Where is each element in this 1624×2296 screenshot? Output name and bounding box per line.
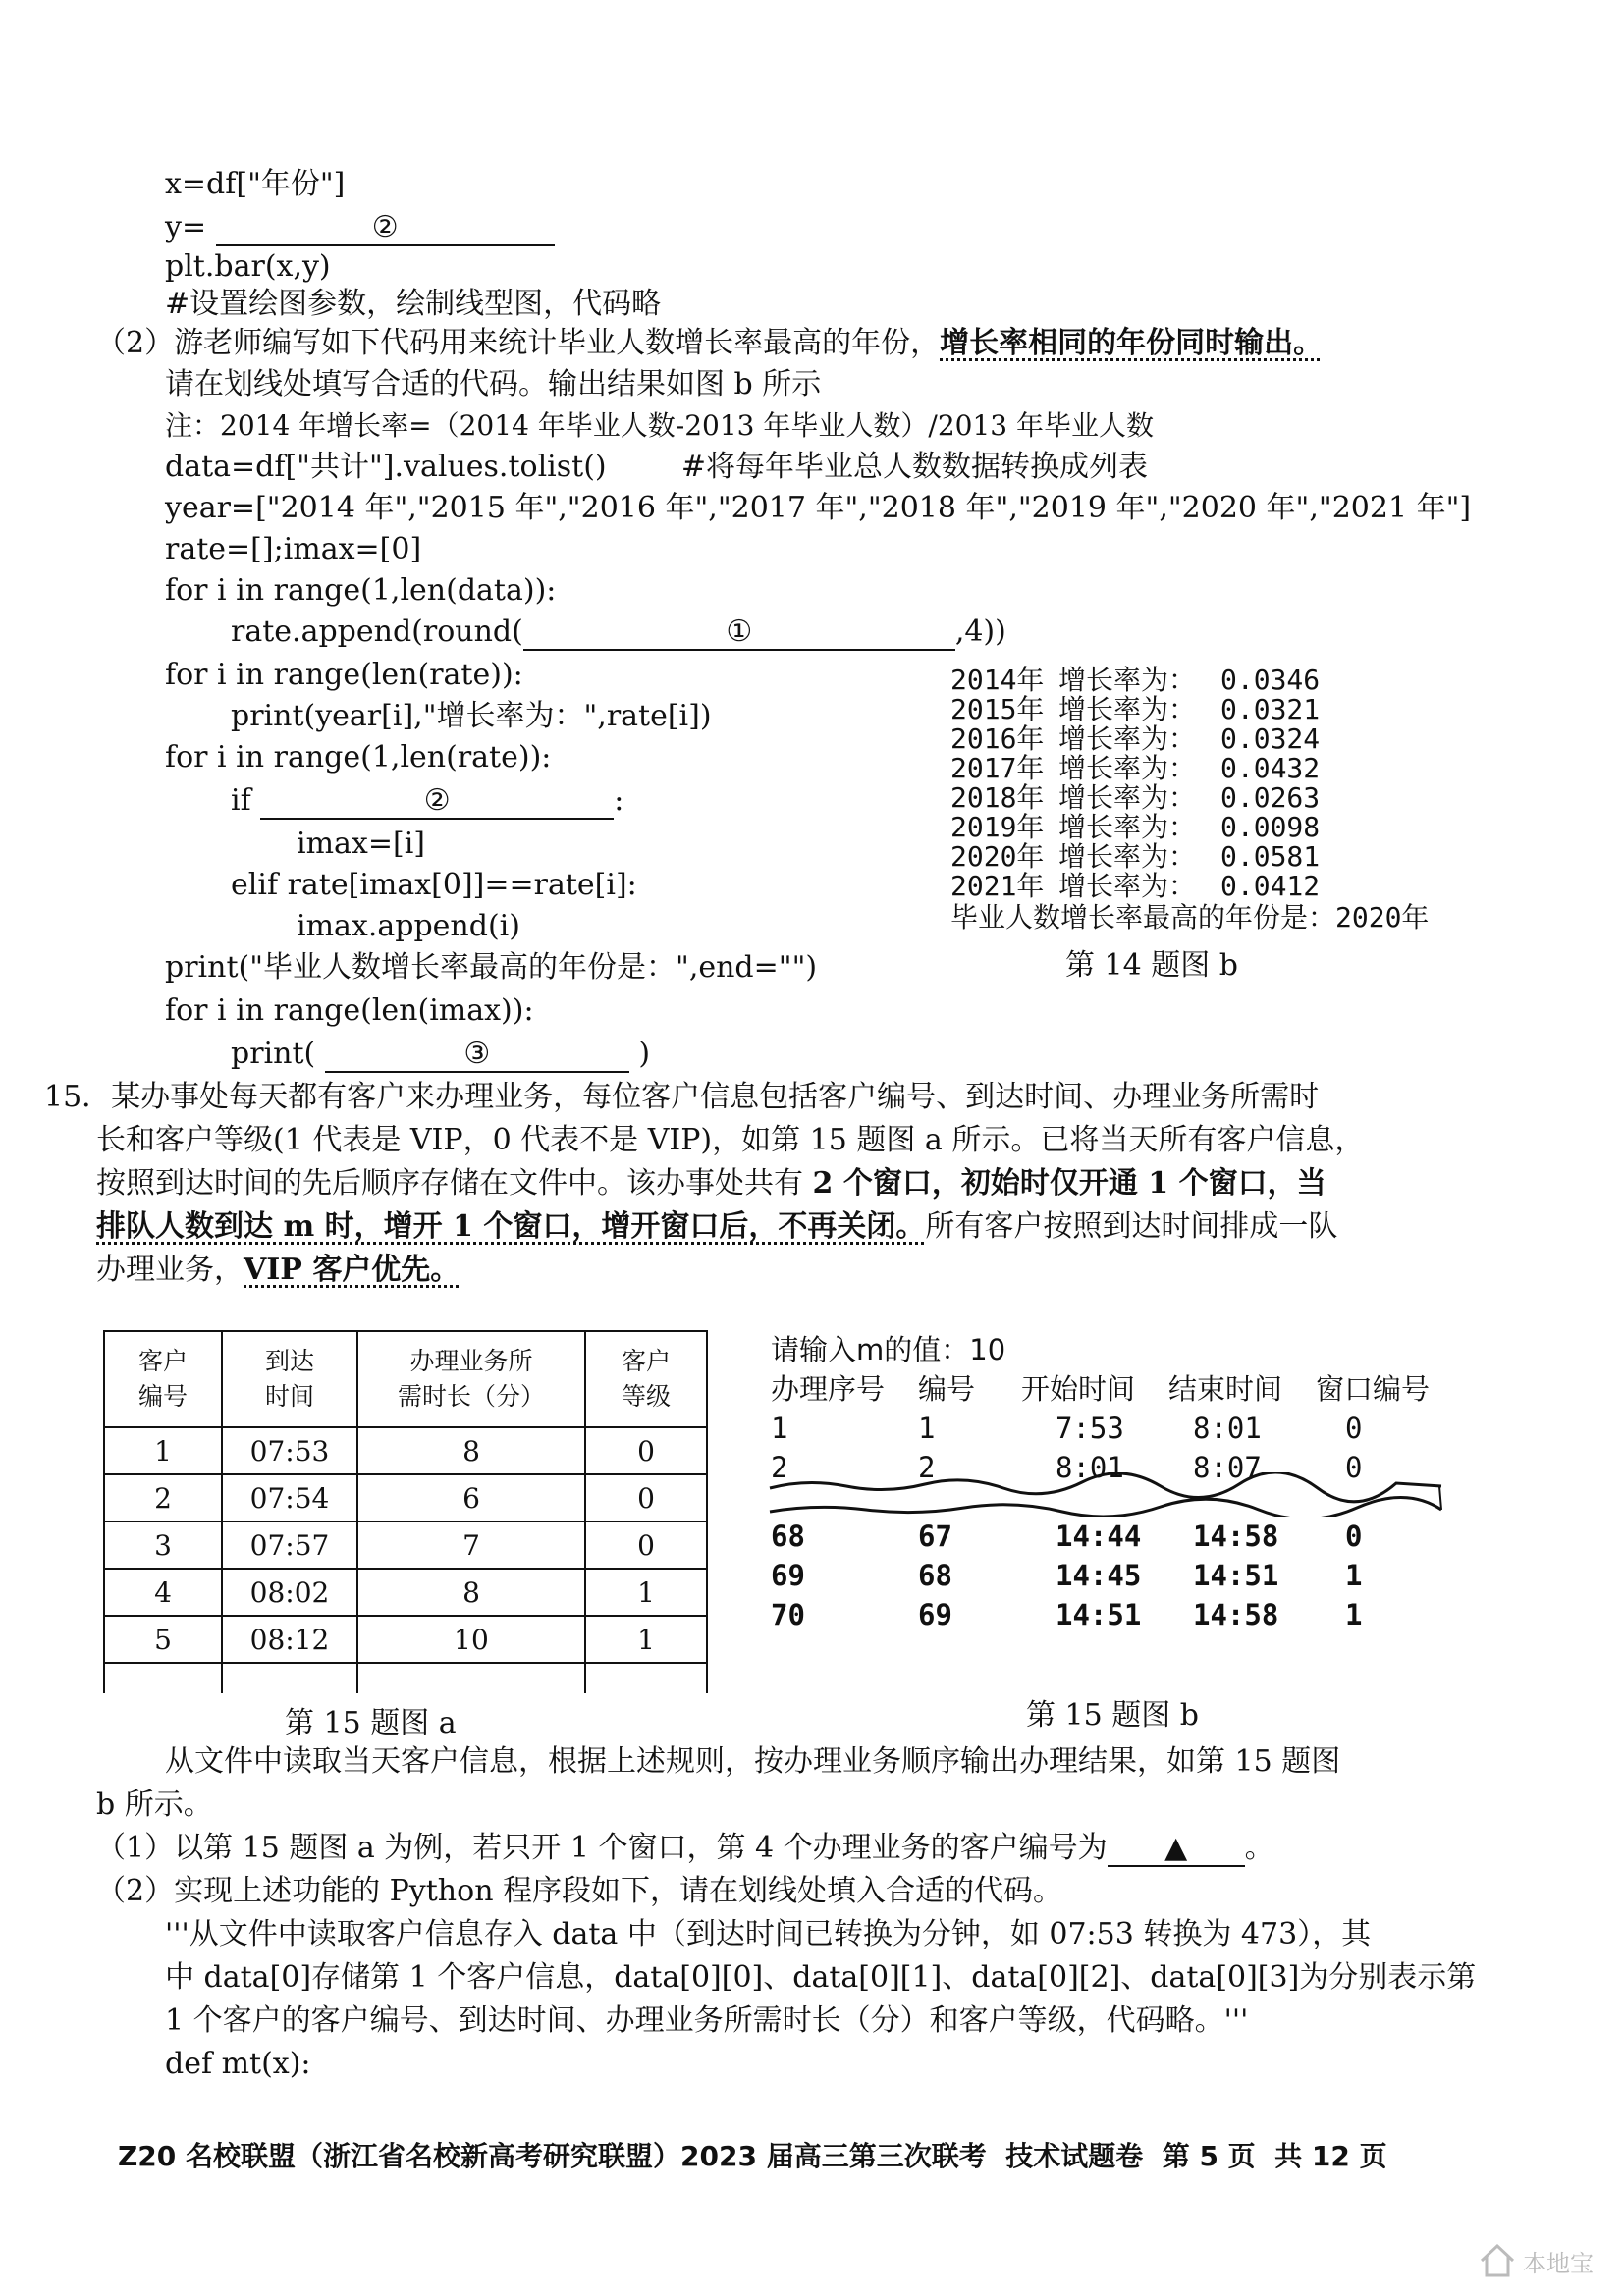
output-b-cell: 14:51	[1056, 1598, 1142, 1631]
code-c6: for i in range(len(rate)):	[165, 658, 523, 692]
code-line-bar: plt.bar(x,y)	[165, 249, 331, 284]
output-year: 2017年	[950, 752, 1045, 784]
table-row	[104, 1474, 707, 1522]
table-cell: 10	[357, 1616, 585, 1663]
code-comment: #设置绘图参数，绘制线型图，代码略	[165, 287, 662, 321]
customer-table	[103, 1330, 708, 1693]
table-body	[104, 1427, 707, 1693]
output-b-prompt: 请输入m的值：10	[771, 1333, 1006, 1366]
code-y-prefix: y=	[165, 210, 207, 244]
output-b-header-cell: 办理序号	[771, 1372, 886, 1406]
output-value: 0.0098	[1220, 811, 1321, 843]
output-b-cell: 1	[771, 1412, 788, 1445]
code-c14: for i in range(len(imax)):	[165, 993, 534, 1028]
output-label: 增长率为：	[1058, 752, 1197, 784]
table-cell	[104, 1663, 222, 1693]
table-cell: 8	[357, 1569, 585, 1616]
table-header-cell	[585, 1331, 707, 1427]
output-b-cell: 14:51	[1193, 1559, 1279, 1592]
output-b-cell: 69	[918, 1598, 952, 1631]
output-year: 2021年	[950, 870, 1045, 902]
output-value: 0.0412	[1220, 870, 1321, 902]
output-result: 毕业人数增长率最高的年份是：2020年	[950, 901, 1430, 934]
output-b-cell: 0	[1345, 1451, 1363, 1484]
table-cell	[585, 1663, 707, 1693]
q15-p5-emphasis: VIP 客户优先。	[244, 1253, 460, 1287]
output-label: 增长率为：	[1058, 840, 1197, 873]
table-header-text: 客户	[621, 1347, 671, 1375]
table-row	[104, 1522, 707, 1569]
output-b-cell: 14:44	[1056, 1520, 1142, 1553]
code-c3: rate=[];imax=[0]	[165, 532, 422, 566]
q15-sub1-text: （1）以第 15 题图 a 为例，若只开 1 个窗口，第 4 个办理业务的客户编号为	[96, 1831, 1108, 1865]
code-c1: data=df["共计"].values.tolist() #将每年毕业总人数数据转换成列表	[165, 450, 1149, 484]
table-row	[104, 1663, 707, 1693]
code-c4: for i in range(1,len(data)):	[165, 573, 557, 608]
table-header-text: 需时长（分）	[397, 1382, 545, 1411]
q15-after1: 从文件中读取当天客户信息，根据上述规则，按办理业务顺序输出办理结果，如第 15 题图	[165, 1744, 1341, 1779]
output-b-header-cell: 编号	[918, 1372, 976, 1406]
code-c15-prefix: print(	[231, 1037, 316, 1071]
output-value: 0.0581	[1220, 840, 1321, 873]
output-value: 0.0321	[1220, 693, 1321, 725]
page-footer: Z20 名校联盟（浙江省名校新高考研究联盟）2023 届高三第三次联考 技术试题卷 第 5 页 共 12 页	[118, 2140, 1387, 2172]
q15-sub2: （2）实现上述功能的 Python 程序段如下，请在划线处填入合适的代码。	[96, 1874, 1063, 1908]
code-c10: imax=[i]	[297, 827, 425, 861]
table-cell: 08:12	[222, 1616, 357, 1663]
output-b-caption: 第 15 题图 b	[1026, 1698, 1199, 1733]
house-icon	[1478, 2241, 1517, 2280]
code-c5	[231, 613, 1006, 652]
table-cell: 0	[585, 1427, 707, 1474]
output-value: 0.0263	[1220, 781, 1321, 814]
table-cell: 2	[104, 1474, 222, 1522]
output-label: 增长率为：	[1058, 811, 1197, 843]
code-c9	[231, 781, 623, 821]
output-b-cell: 1	[1345, 1598, 1363, 1631]
q15-after2: b 所示。	[96, 1788, 213, 1822]
q14-caption: 第 14 题图 b	[1065, 948, 1238, 983]
answer-blank-2[interactable]: ②	[216, 211, 555, 246]
torn-break	[768, 1472, 1445, 1517]
table-cell: 07:53	[222, 1427, 357, 1474]
table-row	[104, 1569, 707, 1616]
table-cell: 07:57	[222, 1522, 357, 1569]
table-a-caption: 第 15 题图 a	[285, 1706, 457, 1740]
code-c12: imax.append(i)	[297, 909, 520, 943]
output-b-cell: 0	[1345, 1412, 1363, 1445]
table-cell: 1	[585, 1569, 707, 1616]
code-line-y	[165, 208, 555, 247]
table-header-cell	[357, 1331, 585, 1427]
code-c7: print(year[i],"增长率为：",rate[i])	[231, 699, 712, 733]
q15-p4-emphasis: 排队人数到达 m 时，增开 1 个窗口，增开窗口后，不再关闭。	[96, 1209, 926, 1244]
table-cell: 3	[104, 1522, 222, 1569]
answer-blank-3[interactable]: ③	[325, 1038, 629, 1073]
code-def-mt: def mt(x):	[165, 2047, 311, 2081]
code-c9-suffix: :	[614, 783, 624, 818]
table-row	[104, 1616, 707, 1663]
output-b-cell: 8:01	[1193, 1412, 1262, 1445]
q14-intro-text: （2）游老师编写如下代码用来统计毕业人数增长率最高的年份，	[96, 326, 941, 360]
q14-intro-emphasis: 增长率相同的年份同时输出。	[940, 326, 1324, 360]
table-header-text: 编号	[137, 1382, 188, 1411]
output-label: 增长率为：	[1058, 722, 1197, 755]
table-cell	[357, 1663, 585, 1693]
q15-sub1-suffix: 。	[1244, 1831, 1274, 1865]
output-b-cell: 1	[918, 1412, 936, 1445]
code-c5-suffix: ,4))	[954, 614, 1006, 649]
output-b-cell: 7:53	[1056, 1412, 1124, 1445]
output-label: 增长率为：	[1058, 693, 1197, 725]
q15-p3-text: 按照到达时间的先后顺序存储在文件中。该办事处共有	[96, 1166, 813, 1201]
q14-note: 注：2014 年增长率=（2014 年毕业人数-2013 年毕业人数）/2013 年毕业人数	[165, 409, 1154, 442]
output-b-header-cell: 窗口编号	[1316, 1372, 1431, 1406]
output-value: 0.0432	[1220, 752, 1321, 784]
table-cell: 1	[585, 1616, 707, 1663]
table-header-cell	[104, 1331, 222, 1427]
output-b-cell: 8:07	[1193, 1451, 1262, 1484]
output-year: 2018年	[950, 781, 1045, 814]
output-value: 0.0346	[1220, 664, 1321, 696]
code-c15	[231, 1035, 650, 1074]
output-b-cell: 70	[771, 1598, 805, 1631]
code-c11: elif rate[imax[0]]==rate[i]:	[231, 868, 637, 902]
q14-intro	[96, 324, 1323, 363]
table-cell: 7	[357, 1522, 585, 1569]
output-b-cell: 2	[771, 1451, 788, 1484]
table-cell: 07:54	[222, 1474, 357, 1522]
output-b-cell: 1	[1345, 1559, 1363, 1592]
output-b-cell: 67	[918, 1520, 952, 1553]
output-label: 增长率为：	[1058, 781, 1197, 814]
q14-intro2: 请在划线处填写合适的代码。输出结果如图 b 所示	[165, 367, 822, 401]
output-b-cell: 14:45	[1056, 1559, 1142, 1592]
table-header-row	[104, 1331, 707, 1427]
table-cell: 0	[585, 1522, 707, 1569]
table-cell: 1	[104, 1427, 222, 1474]
q15-p5	[96, 1251, 460, 1290]
output-year: 2020年	[950, 840, 1045, 873]
output-year: 2016年	[950, 722, 1045, 755]
table-header-text: 办理业务所	[409, 1347, 533, 1375]
q15-p3	[96, 1164, 1326, 1203]
code-c5-prefix: rate.append(round(	[231, 614, 523, 649]
q15-p4-text: 所有客户按照到达时间排成一队	[925, 1209, 1338, 1244]
table-cell: 6	[357, 1474, 585, 1522]
code-c13: print("毕业人数增长率最高的年份是：",end="")	[165, 950, 818, 985]
table-cell	[222, 1663, 357, 1693]
answer-blank-1[interactable]: ①	[523, 615, 955, 651]
watermark-logo	[1478, 2236, 1615, 2285]
table-cell: 08:02	[222, 1569, 357, 1616]
output-b-cell: 68	[918, 1559, 952, 1592]
output-b-cell: 14:58	[1193, 1598, 1279, 1631]
code-c15-suffix: )	[638, 1037, 651, 1071]
output-b-cell: 0	[1345, 1520, 1363, 1553]
table-cell: 0	[585, 1474, 707, 1522]
q15-p5-text: 办理业务，	[96, 1253, 244, 1287]
code-line-x: x=df["年份"]	[165, 167, 346, 201]
table-header-text: 等级	[621, 1382, 671, 1411]
table-cell: 8	[357, 1427, 585, 1474]
table-header-text: 到达	[264, 1347, 314, 1375]
output-year: 2019年	[950, 811, 1045, 843]
output-b-cell: 8:01	[1056, 1451, 1124, 1484]
q15-p2: 长和客户等级(1 代表是 VIP，0 代表不是 VIP)，如第 15 题图 a 所示。已将当天所有客户信息，	[96, 1123, 1365, 1157]
table-header-cell	[222, 1331, 357, 1427]
output-year: 2014年	[950, 664, 1045, 696]
output-b-cell: 69	[771, 1559, 805, 1592]
watermark-text: 本地宝	[1523, 2250, 1594, 2277]
code-c8: for i in range(1,len(rate)):	[165, 740, 552, 774]
q15-desc2: 中 data[0]存储第 1 个客户信息，data[0][0]、data[0][1]、data[0][2]、data[0][3]为分别表示第	[165, 1960, 1477, 1995]
output-b-header-cell: 结束时间	[1168, 1372, 1283, 1406]
output-label: 增长率为：	[1058, 664, 1197, 696]
q15-p1: 15．某办事处每天都有客户来办理业务，每位客户信息包括客户编号、到达时间、办理业务所需时	[44, 1080, 1320, 1114]
answer-blank-sub1[interactable]: ▲	[1108, 1832, 1245, 1867]
table-header-text: 时间	[264, 1382, 314, 1411]
q15-p3-emphasis: 2 个窗口，初始时仅开通 1 个窗口，当	[812, 1166, 1326, 1201]
answer-blank-2b[interactable]: ②	[260, 784, 614, 820]
q15-desc3: 1 个客户的客户编号、到达时间、办理业务所需时长（分）和客户等级，代码略。'''	[165, 2003, 1249, 2038]
table-row	[104, 1427, 707, 1474]
output-b-header-cell: 开始时间	[1021, 1372, 1136, 1406]
code-c2: year=["2014 年","2015 年","2016 年","2017 年","2018 年","2019 年","2020 年","2021 年"]	[165, 491, 1472, 525]
q15-sub1	[96, 1829, 1274, 1868]
output-year: 2015年	[950, 693, 1045, 725]
output-b-cell: 14:58	[1193, 1520, 1279, 1553]
table-cell: 4	[104, 1569, 222, 1616]
output-b-cell: 68	[771, 1520, 805, 1553]
output-b-cell: 2	[918, 1451, 936, 1484]
q15-p4	[96, 1207, 1337, 1247]
code-c9-prefix: if	[231, 783, 261, 818]
output-label: 增长率为：	[1058, 870, 1197, 902]
output-value: 0.0324	[1220, 722, 1321, 755]
q15-desc1: '''从文件中读取客户信息存入 data 中（到达时间已转换为分钟，如 07:53 转换为 473），其	[165, 1917, 1372, 1951]
table-cell: 5	[104, 1616, 222, 1663]
table-header-text: 客户	[137, 1347, 188, 1375]
